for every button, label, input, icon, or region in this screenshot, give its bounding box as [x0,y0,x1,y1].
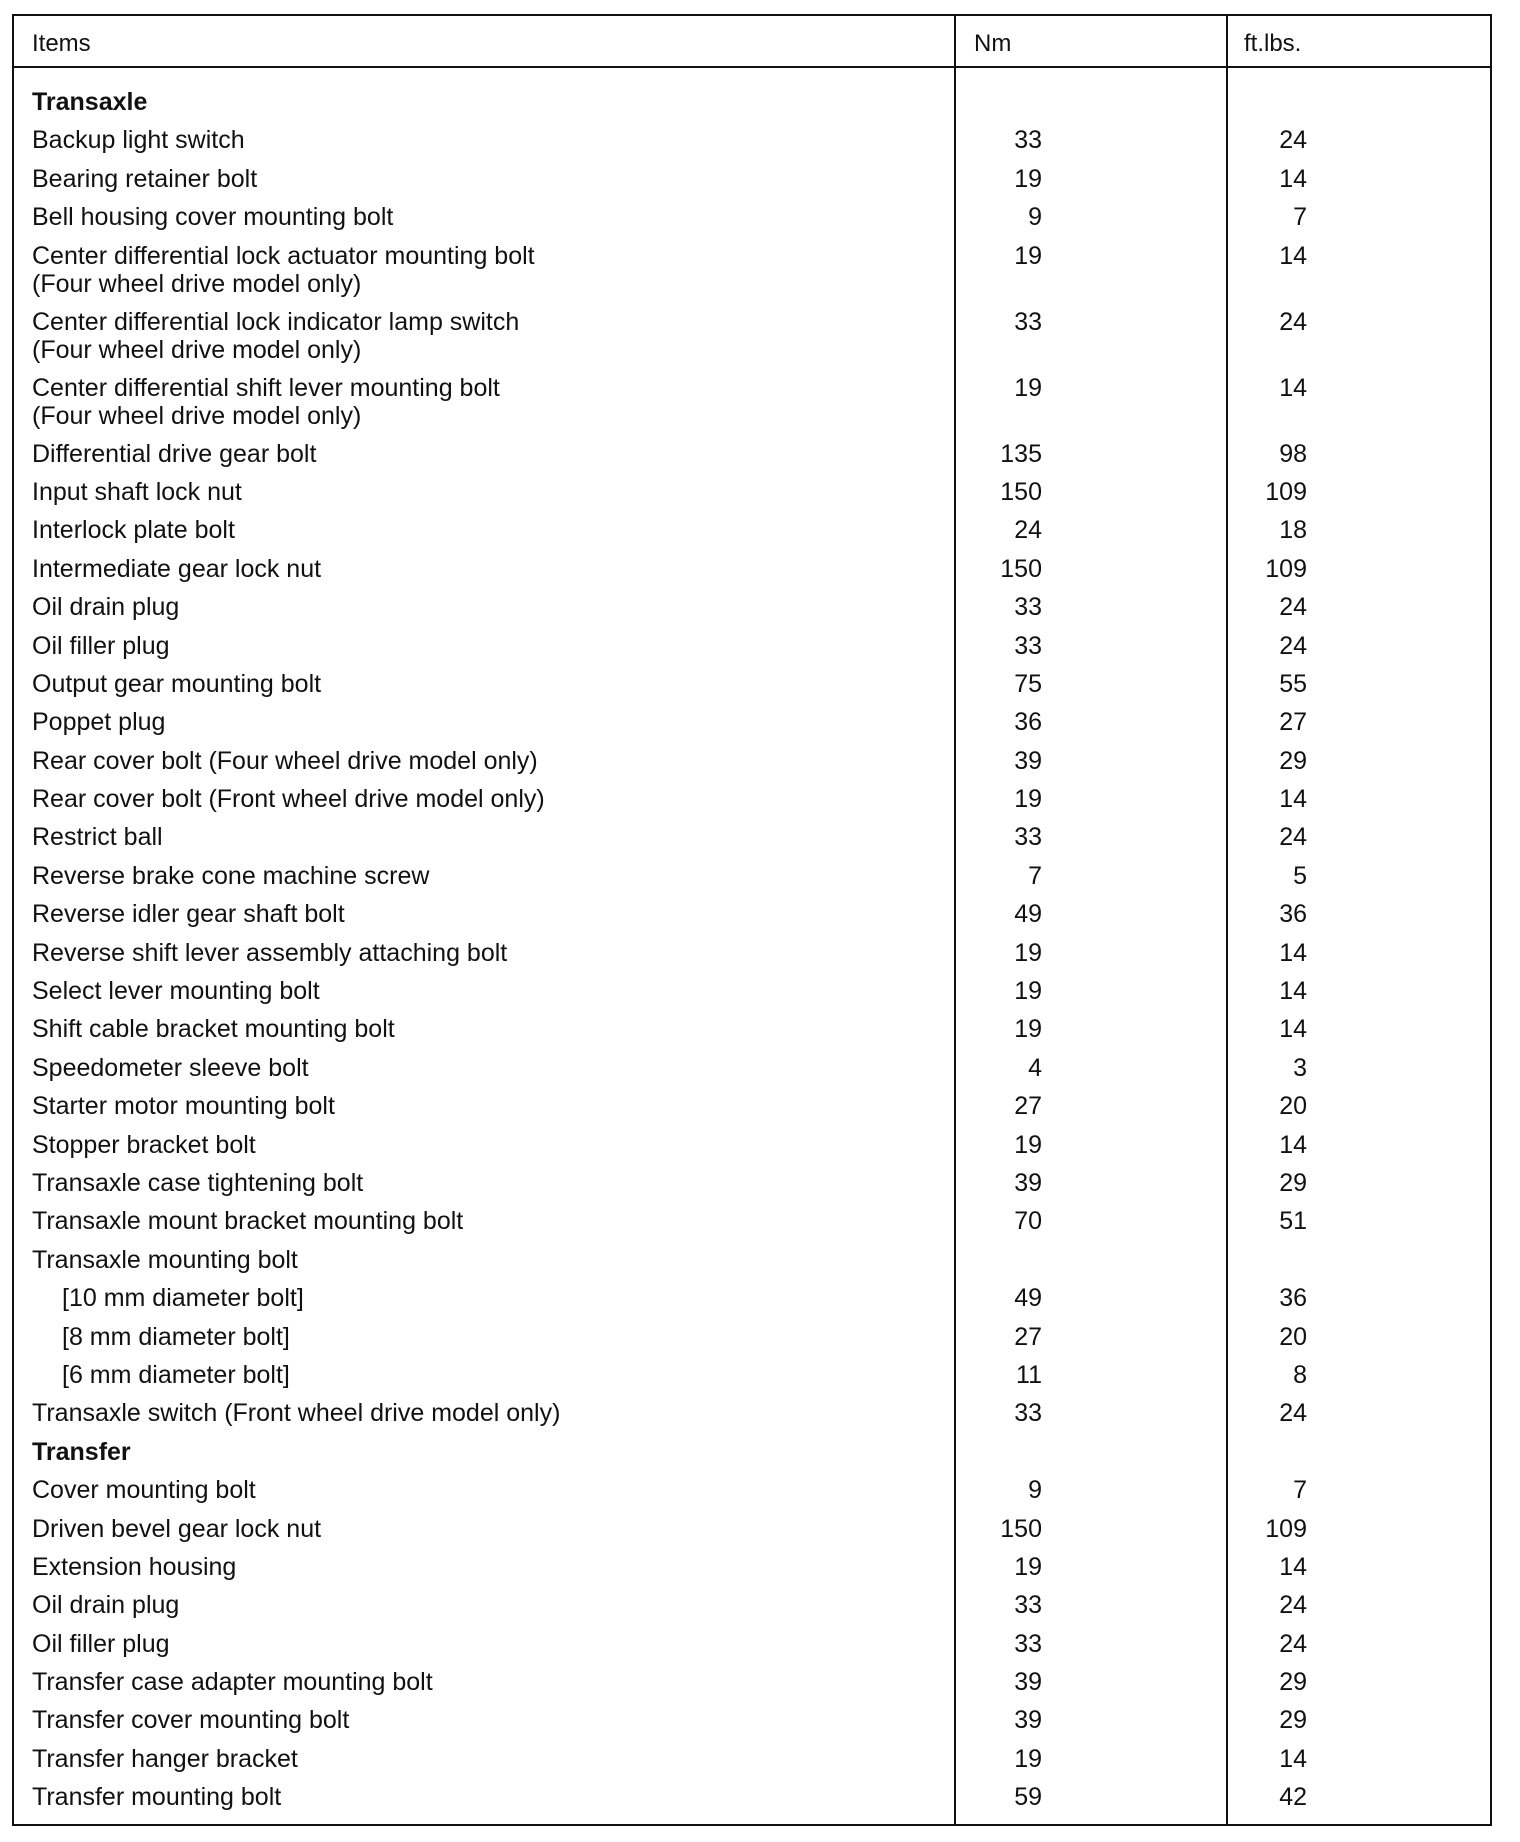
item-name: Shift cable bracket mounting bolt [32,1015,395,1044]
table-row [12,1127,1492,1165]
ftlbs-value: 14 [1279,977,1307,1006]
item-name: Oil drain plug [32,1591,180,1620]
item-name: Center differential lock indicator lamp switch (Four wheel drive model only) [32,307,520,364]
ftlbs-value: 109 [1265,477,1307,506]
nm-value: 49 [1014,900,1042,929]
item-name: Select lever mounting bolt [32,977,320,1006]
ftlbs-value: 24 [1279,1399,1307,1428]
nm-value: 9 [1028,203,1042,232]
table-row [12,551,1492,589]
ftlbs-value: 14 [1279,241,1307,270]
ftlbs-value: 14 [1279,164,1307,193]
nm-value: 19 [1014,373,1042,402]
ftlbs-value: 3 [1293,1053,1307,1082]
item-name: Backup light switch [32,126,245,155]
item-name: Input shaft lock nut [32,477,242,506]
ftlbs-value: 36 [1279,900,1307,929]
ftlbs-value: 42 [1279,1783,1307,1812]
ftlbs-value: 36 [1279,1284,1307,1313]
table-row [12,1511,1492,1549]
item-name: Stopper bracket bolt [32,1130,256,1159]
ftlbs-value: 7 [1293,1476,1307,1505]
nm-value: 39 [1014,1706,1042,1735]
ftlbs-value: 14 [1279,1015,1307,1044]
section-row [12,84,1492,122]
item-name: [10 mm diameter bolt] [62,1284,304,1313]
item-name: Transfer hanger bracket [32,1744,298,1773]
ftlbs-value: 24 [1279,631,1307,660]
item-name: Cover mounting bolt [32,1476,256,1505]
nm-value: 150 [1000,477,1042,506]
nm-value: 33 [1014,1399,1042,1428]
table-row [12,1587,1492,1625]
item-name: [6 mm diameter bolt] [62,1360,290,1389]
ftlbs-value: 18 [1279,516,1307,545]
item-name: Bell housing cover mounting bolt [32,203,394,232]
table-row [12,122,1492,160]
item-name: Driven bevel gear lock nut [32,1514,322,1543]
nm-value: 24 [1014,516,1042,545]
ftlbs-value: 7 [1293,203,1307,232]
nm-value: 33 [1014,307,1042,336]
table-row [12,1741,1492,1779]
nm-value: 39 [1014,1168,1042,1197]
table-row [12,1626,1492,1664]
item-name: Reverse brake cone machine screw [32,861,430,890]
nm-value: 19 [1014,1130,1042,1159]
table-row [12,1472,1492,1510]
nm-value: 9 [1028,1476,1042,1505]
table-row [12,666,1492,704]
table-row [12,628,1492,666]
torque-spec-table [12,14,1492,1826]
ftlbs-value: 14 [1279,373,1307,402]
item-name: [8 mm diameter bolt] [62,1322,290,1351]
section-title: Transaxle [32,88,148,116]
ftlbs-value: 24 [1279,126,1307,155]
table-row [12,1011,1492,1049]
nm-value: 19 [1014,977,1042,1006]
ftlbs-value: 14 [1279,938,1307,967]
nm-value: 39 [1014,1668,1042,1697]
item-name: Oil filler plug [32,1629,170,1658]
nm-value: 27 [1014,1092,1042,1121]
ftlbs-value: 29 [1279,1668,1307,1697]
item-name: Center differential shift lever mounting bolt (Four wheel drive model only) [32,373,500,430]
item-name: Transaxle mount bracket mounting bolt [32,1207,464,1236]
ftlbs-value: 51 [1279,1207,1307,1236]
ftlbs-value: 5 [1293,861,1307,890]
table-row [12,304,1492,370]
nm-value: 19 [1014,164,1042,193]
ftlbs-value: 55 [1279,669,1307,698]
table-row [12,436,1492,474]
ftlbs-value: 14 [1279,1744,1307,1773]
header-divider [12,66,1492,68]
nm-value: 75 [1014,669,1042,698]
item-name: Poppet plug [32,708,166,737]
nm-value: 19 [1014,241,1042,270]
nm-value: 36 [1014,708,1042,737]
nm-value: 19 [1014,1744,1042,1773]
item-name: Rear cover bolt (Front wheel drive model only) [32,785,545,814]
table-row [12,819,1492,857]
item-name: Transfer cover mounting bolt [32,1706,350,1735]
item-name: Transfer case adapter mounting bolt [32,1668,433,1697]
nm-value: 39 [1014,746,1042,775]
nm-value: 33 [1014,126,1042,155]
table-row [12,1242,1492,1280]
nm-value: 19 [1014,1015,1042,1044]
item-name: Transaxle mounting bolt [32,1245,298,1274]
ftlbs-value: 14 [1279,785,1307,814]
table-row [12,589,1492,627]
nm-value: 33 [1014,1591,1042,1620]
table-row [12,370,1492,436]
nm-value: 33 [1014,823,1042,852]
ftlbs-value: 20 [1279,1322,1307,1351]
nm-value: 33 [1014,593,1042,622]
ftlbs-value: 24 [1279,307,1307,336]
ftlbs-value: 24 [1279,593,1307,622]
item-name: Reverse shift lever assembly attaching bolt [32,938,508,967]
item-name: Intermediate gear lock nut [32,554,322,583]
table-row [12,1549,1492,1587]
item-name: Oil drain plug [32,593,180,622]
table-row [12,858,1492,896]
nm-value: 19 [1014,1552,1042,1581]
table-row [12,1357,1492,1395]
nm-value: 11 [1016,1360,1042,1389]
ftlbs-value: 98 [1279,439,1307,468]
table-row [12,1319,1492,1357]
item-name: Interlock plate bolt [32,516,235,545]
item-name: Extension housing [32,1552,237,1581]
table-row [12,935,1492,973]
table-row [12,781,1492,819]
ftlbs-value: 8 [1293,1360,1307,1389]
table-row [12,238,1492,304]
nm-value: 59 [1014,1783,1042,1812]
ftlbs-value: 14 [1279,1552,1307,1581]
item-name: Reverse idler gear shaft bolt [32,900,345,929]
table-row [12,161,1492,199]
header-items: Items [32,30,91,57]
table-row [12,1050,1492,1088]
section-row [12,1434,1492,1472]
table-row [12,743,1492,781]
ftlbs-value: 14 [1279,1130,1307,1159]
ftlbs-value: 24 [1279,1591,1307,1620]
nm-value: 27 [1014,1322,1042,1351]
table-row [12,1203,1492,1241]
table-row [12,1664,1492,1702]
item-name: Transaxle switch (Front wheel drive model only) [32,1399,561,1428]
item-name: Starter motor mounting bolt [32,1092,335,1121]
ftlbs-value: 24 [1279,823,1307,852]
table-body [12,84,1492,1818]
ftlbs-value: 109 [1265,554,1307,583]
table-row [12,512,1492,550]
ftlbs-value: 29 [1279,746,1307,775]
ftlbs-value: 27 [1279,708,1307,737]
nm-value: 150 [1000,1514,1042,1543]
table-row [12,1088,1492,1126]
nm-value: 19 [1014,938,1042,967]
table-row [12,1395,1492,1433]
table-row [12,704,1492,742]
item-name: Speedometer sleeve bolt [32,1053,309,1082]
item-name: Transfer mounting bolt [32,1783,282,1812]
table-row [12,1702,1492,1740]
item-name: Transaxle case tightening bolt [32,1168,364,1197]
nm-value: 33 [1014,1629,1042,1658]
ftlbs-value: 109 [1265,1514,1307,1543]
nm-value: 49 [1014,1284,1042,1313]
item-name: Rear cover bolt (Four wheel drive model only) [32,746,538,775]
ftlbs-value: 24 [1279,1629,1307,1658]
item-name: Oil filler plug [32,631,170,660]
section-title: Transfer [32,1437,131,1466]
ftlbs-value: 29 [1279,1168,1307,1197]
table-row [12,1779,1492,1817]
item-name: Restrict ball [32,823,163,852]
ftlbs-value: 20 [1279,1092,1307,1121]
header-ftlbs: ft.lbs. [1244,30,1302,57]
nm-value: 135 [1000,439,1042,468]
nm-value: 70 [1014,1207,1042,1236]
table-row [12,1165,1492,1203]
table-row [12,973,1492,1011]
nm-value: 19 [1014,785,1042,814]
item-name: Differential drive gear bolt [32,439,317,468]
item-name: Output gear mounting bolt [32,669,322,698]
item-name: Center differential lock actuator mounting bolt (Four wheel drive model only) [32,241,535,298]
table-row [12,199,1492,237]
nm-value: 4 [1028,1053,1042,1082]
table-row [12,896,1492,934]
nm-value: 150 [1000,554,1042,583]
item-name: Bearing retainer bolt [32,164,258,193]
table-row [12,474,1492,512]
nm-value: 7 [1028,861,1042,890]
nm-value: 33 [1014,631,1042,660]
table-row [12,1280,1492,1318]
header-nm: Nm [974,30,1012,57]
ftlbs-value: 29 [1279,1706,1307,1735]
